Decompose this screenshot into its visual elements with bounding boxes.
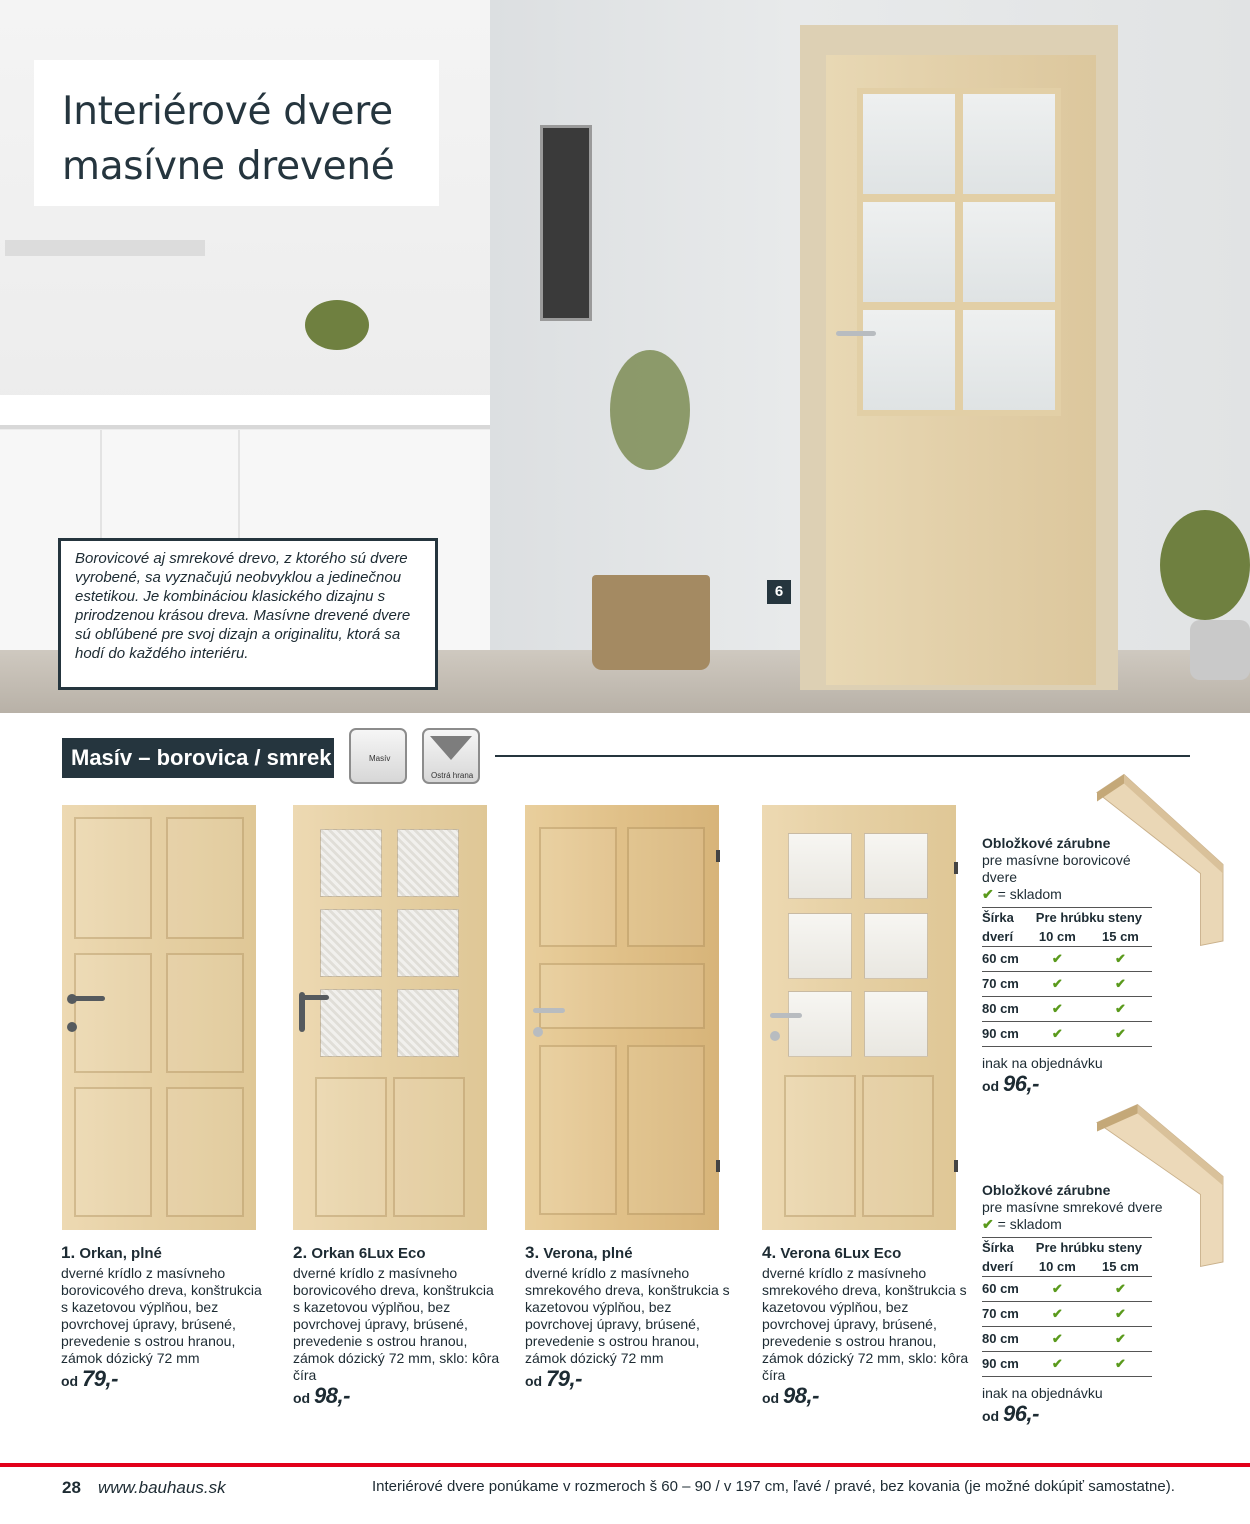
door-panel	[166, 1087, 244, 1217]
product-price	[525, 1366, 757, 1391]
door-panel	[627, 1045, 705, 1215]
hero-door-glass	[857, 304, 961, 416]
door-panel	[539, 1045, 617, 1215]
table-header: 10 cm	[1038, 929, 1076, 944]
wall-screen	[540, 125, 592, 321]
product-description: dverné krídlo z masívneho smrekového dreva, konštrukcia s kazetovou výplňou, bez povrchovej úpravy, brúsené, prevedenie s ostrou hranou, zámok dózický 72 mm	[525, 1265, 730, 1366]
table-row	[982, 947, 1152, 972]
stock-legend	[982, 886, 1162, 903]
kitchen-counter	[0, 395, 490, 429]
hero-door-glass	[857, 88, 961, 200]
door-image-orkan-6lux	[293, 805, 487, 1230]
frame-info-spruce	[982, 1182, 1162, 1425]
table-header: 10 cm	[1038, 1259, 1076, 1274]
masiv-chip	[349, 728, 407, 784]
price-prefix: od	[982, 1408, 1000, 1424]
check-icon: ✔	[1026, 1327, 1089, 1352]
table-cell: 60 cm	[982, 1277, 1026, 1302]
door-panel	[74, 953, 152, 1073]
hero-door-glass	[957, 88, 1061, 200]
product-number: 3.	[525, 1243, 540, 1262]
product-name	[293, 1242, 525, 1265]
product-number: 2.	[293, 1243, 308, 1262]
price-value: 96,-	[1003, 1071, 1039, 1096]
product-name	[61, 1242, 293, 1265]
product-orkan	[61, 1242, 293, 1390]
product-price	[293, 1383, 525, 1408]
door-glass-pane	[320, 989, 382, 1057]
intro-text: Borovicové aj smrekové drevo, z ktorého sú dvere vyrobené, sa vyznačujú neobvyklou a jedinečnou estetikou. Je kombináciou klasického dizajnu s prirodzenou krásou dreva. Masívne drevené dvere sú obľúbené pre svoj dizajn a originalitu, ktorá sa hodí do každého interiéru.	[75, 550, 411, 662]
door-lock-icon	[770, 1031, 780, 1041]
door-panel	[539, 963, 705, 1029]
table-row	[982, 1352, 1152, 1377]
check-icon: ✔	[1089, 947, 1152, 972]
door-lock-icon	[533, 1027, 543, 1037]
door-panel	[862, 1075, 934, 1217]
door-glass-pane	[320, 909, 382, 977]
door-glass-pane	[397, 989, 459, 1057]
frame-subtitle: pre masívne borovicové dvere	[982, 852, 1131, 885]
plant-foliage	[610, 350, 690, 470]
table-cell: 70 cm	[982, 972, 1026, 997]
table-header: Šírka	[982, 908, 1026, 928]
door-glass-pane	[864, 833, 928, 899]
table-header: Pre hrúbku steny	[1026, 908, 1152, 928]
door-glass-pane	[864, 991, 928, 1057]
range-hood	[5, 240, 205, 256]
intro-text-box	[58, 538, 438, 690]
check-icon: ✔	[1026, 972, 1089, 997]
door-image-verona-6lux	[762, 805, 956, 1230]
product-number: 4.	[762, 1243, 777, 1262]
check-icon: ✔	[982, 886, 994, 902]
table-header-row	[982, 927, 1152, 947]
product-price	[61, 1366, 293, 1391]
stock-label: = skladom	[997, 1216, 1062, 1232]
frame-info-pine	[982, 835, 1162, 1095]
table-header: Šírka	[982, 1238, 1026, 1258]
plant-foliage	[305, 300, 369, 350]
door-lock-icon	[67, 1022, 77, 1032]
check-icon: ✔	[982, 1216, 994, 1232]
frame-size-table	[982, 1237, 1152, 1377]
door-glass-pane	[788, 991, 852, 1057]
door-hinge	[716, 1160, 720, 1172]
check-icon: ✔	[1026, 1352, 1089, 1377]
table-header-row	[982, 908, 1152, 928]
frame-price	[982, 1071, 1162, 1096]
door-glass-pane	[320, 829, 382, 897]
door-image-orkan	[62, 805, 256, 1230]
product-description: dverné krídlo z masívneho borovicového dreva, konštrukcia s kazetovou výplňou, bez povrchovej úpravy, brúsené, prevedenie s ostrou hranou, zámok dózický 72 mm	[61, 1265, 262, 1366]
check-icon: ✔	[1089, 1352, 1152, 1377]
hero-door-glass	[857, 196, 961, 308]
page-title-line: masívne drevené	[62, 144, 395, 189]
product-name	[525, 1242, 757, 1265]
hero-door-glass	[957, 196, 1061, 308]
door-panel	[315, 1077, 387, 1217]
door-image-verona	[525, 805, 719, 1230]
chip-label: Masív	[369, 754, 391, 763]
stock-label: = skladom	[997, 886, 1062, 902]
door-glass-pane	[397, 829, 459, 897]
door-hinge	[716, 850, 720, 862]
product-number: 1.	[61, 1243, 76, 1262]
door-panel	[74, 1087, 152, 1217]
frame-order-note: inak na objednávku	[982, 1055, 1103, 1071]
table-header: 15 cm	[1102, 929, 1139, 944]
table-row	[982, 1327, 1152, 1352]
table-row	[982, 972, 1152, 997]
product-description: dverné krídlo z masívneho smrekového dreva, konštrukcia s kazetovou výplňou, bez povrchovej úpravy, brúsené, prevedenie s ostrou hranou, zámok dózický 72 mm, sklo: kôra číra	[762, 1265, 969, 1383]
product-title: Orkan, plné	[79, 1245, 162, 1262]
product-description: dverné krídlo z masívneho borovicového dreva, konštrukcia s kazetovou výplňou, bez povrchovej úpravy, brúsené, prevedenie s ostrou hranou, zámok dózický 72 mm, sklo: kôra číra	[293, 1265, 500, 1383]
table-header: Pre hrúbku steny	[1026, 1238, 1152, 1258]
frame-title: Obložkové zárubne	[982, 835, 1111, 851]
table-row	[982, 1302, 1152, 1327]
door-panel	[627, 827, 705, 947]
page-title	[62, 84, 394, 194]
door-glass-pane	[788, 833, 852, 899]
check-icon: ✔	[1026, 1302, 1089, 1327]
frame-price	[982, 1401, 1162, 1426]
footer-note: Interiérové dvere ponúkame v rozmeroch š 60 – 90 / v 197 cm, ľavé / pravé, bez kovania (je možné dokúpiť samostatne).	[372, 1478, 1175, 1495]
door-panel	[166, 953, 244, 1073]
table-header: 15 cm	[1102, 1259, 1139, 1274]
page-number: 28	[62, 1478, 81, 1497]
door-hinge	[954, 1160, 958, 1172]
table-cell: 70 cm	[982, 1302, 1026, 1327]
door-panel	[393, 1077, 465, 1217]
price-value: 98,-	[783, 1383, 819, 1408]
page-title-box	[34, 60, 439, 206]
check-icon: ✔	[1026, 1022, 1089, 1047]
footer-divider	[0, 1463, 1250, 1467]
hero-door-glass	[957, 304, 1061, 416]
door-hinge	[954, 862, 958, 874]
sharp-edge-chip	[422, 728, 480, 784]
section-divider	[495, 755, 1190, 757]
price-prefix: od	[293, 1390, 311, 1406]
door-handle-icon	[301, 995, 329, 1000]
door-handle-icon	[69, 996, 105, 1001]
image-badge: 6	[767, 580, 791, 604]
door-panel	[539, 827, 617, 947]
price-prefix: od	[525, 1373, 543, 1389]
price-value: 98,-	[314, 1383, 350, 1408]
table-row	[982, 1277, 1152, 1302]
table-header-row	[982, 1238, 1152, 1258]
product-title: Verona, plné	[543, 1245, 633, 1262]
product-price	[762, 1383, 994, 1408]
chip-label: Ostrá hrana	[431, 771, 474, 780]
product-title: Orkan 6Lux Eco	[311, 1245, 426, 1262]
door-handle-icon	[533, 1008, 565, 1013]
section-title: Masív – borovica / smrek	[62, 738, 334, 778]
plant-basket	[592, 575, 710, 670]
door-glass-pane	[864, 913, 928, 979]
table-cell: 60 cm	[982, 947, 1026, 972]
product-verona	[525, 1242, 757, 1390]
product-verona-6lux	[762, 1242, 994, 1407]
website-link[interactable]: www.bauhaus.sk	[98, 1478, 226, 1497]
check-icon: ✔	[1089, 972, 1152, 997]
price-prefix: od	[61, 1373, 79, 1389]
page-title-line: Interiérové dvere	[62, 89, 393, 134]
check-icon: ✔	[1026, 1277, 1089, 1302]
table-row	[982, 997, 1152, 1022]
door-handle-icon	[770, 1013, 802, 1018]
frame-title: Obložkové zárubne	[982, 1182, 1111, 1198]
table-cell: 80 cm	[982, 1327, 1026, 1352]
check-icon: ✔	[1089, 1022, 1152, 1047]
check-icon: ✔	[1089, 1277, 1152, 1302]
door-panel	[166, 817, 244, 939]
table-cell: 90 cm	[982, 1022, 1026, 1047]
table-cell: 90 cm	[982, 1352, 1026, 1377]
door-panel	[784, 1075, 856, 1217]
price-value: 79,-	[546, 1366, 582, 1391]
table-cell: 80 cm	[982, 997, 1026, 1022]
plant-foliage	[1160, 510, 1250, 620]
check-icon: ✔	[1089, 1302, 1152, 1327]
price-prefix: od	[982, 1078, 1000, 1094]
price-value: 79,-	[82, 1366, 118, 1391]
check-icon: ✔	[1089, 997, 1152, 1022]
product-orkan-6lux	[293, 1242, 525, 1407]
door-glass-pane	[397, 909, 459, 977]
frame-subtitle: pre masívne smrekové dvere	[982, 1199, 1163, 1215]
frame-size-table	[982, 907, 1152, 1047]
door-glass-pane	[788, 913, 852, 979]
product-name	[762, 1242, 994, 1265]
frame-order-note: inak na objednávku	[982, 1385, 1103, 1401]
check-icon: ✔	[1026, 997, 1089, 1022]
product-title: Verona 6Lux Eco	[780, 1245, 902, 1262]
stock-legend	[982, 1216, 1162, 1233]
price-value: 96,-	[1003, 1401, 1039, 1426]
check-icon: ✔	[1089, 1327, 1152, 1352]
door-panel	[74, 817, 152, 939]
table-header: dverí	[982, 929, 1014, 944]
table-header: dverí	[982, 1259, 1014, 1274]
plant-pot	[1190, 620, 1250, 680]
door-handle-icon	[836, 331, 876, 336]
table-row	[982, 1022, 1152, 1047]
check-icon: ✔	[1026, 947, 1089, 972]
price-prefix: od	[762, 1390, 780, 1406]
table-header-row	[982, 1257, 1152, 1277]
